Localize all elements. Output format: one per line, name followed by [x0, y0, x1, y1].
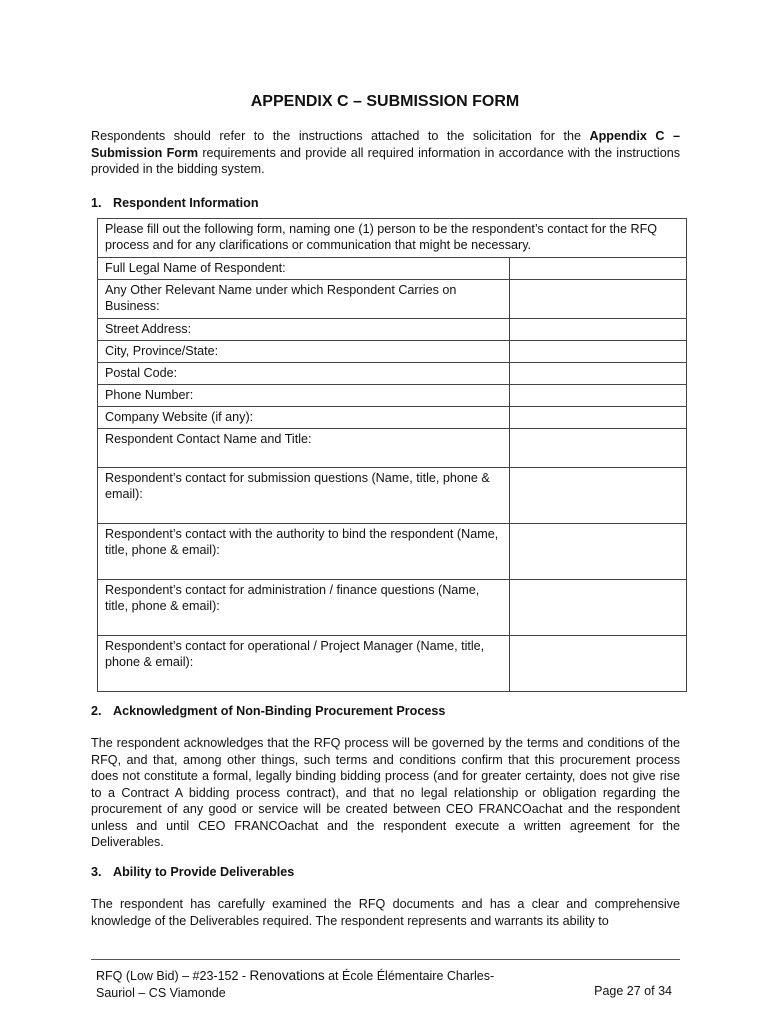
footer-school: at École Élémentaire Charles-: [324, 969, 495, 983]
operational-contact-field[interactable]: [510, 636, 687, 692]
section-2-heading: [91, 704, 445, 718]
table-row: [98, 258, 687, 280]
row-label-city: City, Province/State:: [98, 341, 510, 363]
section-3-heading: [91, 865, 294, 879]
submission-contact-field[interactable]: [510, 468, 687, 524]
footer-rfq-ref: RFQ (Low Bid) – #23-152 -: [96, 969, 250, 983]
row-label-website: Company Website (if any):: [98, 407, 510, 429]
table-instruction: Please fill out the following form, naming one (1) person to be the respondent’s contact for the RFQ process and for any clarifications or communication that might be necessary.: [98, 219, 687, 258]
other-name-field[interactable]: [510, 280, 687, 319]
section-2-paragraph: The respondent acknowledges that the RFQ process will be governed by the terms and conditions of the RFQ, and that, among other things, such terms and conditions confirm that this procurement process does not constitute a formal, legally binding bidding process (and for greater certainty, does not give rise to a Contract A bidding process contract), and that no legal relationship or obligation regarding the procurement of any good or service will be created between CEO FRANCOachat and the respondent unless and until CEO FRANCOachat and the respondent execute a written agreement for the Deliverables.: [91, 736, 680, 849]
section-1-heading: [91, 196, 259, 210]
respondent-info-table: [97, 218, 687, 692]
row-label-legal-name: Full Legal Name of Respondent:: [98, 258, 510, 280]
intro-text-1: Respondents should refer to the instructions attached to the solicitation for the: [91, 129, 590, 143]
section-3-number: 3.: [91, 865, 102, 879]
table-row: [98, 341, 687, 363]
row-label-contact-name: Respondent Contact Name and Title:: [98, 429, 510, 468]
table-row: [98, 385, 687, 407]
section-1-title: Respondent Information: [113, 196, 259, 210]
row-label-other-name: Any Other Relevant Name under which Respondent Carries on Business:: [98, 280, 510, 319]
table-row: [98, 280, 687, 319]
footer-reference: [96, 967, 494, 1002]
row-label-submission-contact: Respondent’s contact for submission questions (Name, title, phone & email):: [98, 468, 510, 524]
table-row: [98, 524, 687, 580]
website-field[interactable]: [510, 407, 687, 429]
footer-renovations: Renovations: [249, 968, 325, 983]
table-row: [98, 468, 687, 524]
row-label-street-address: Street Address:: [98, 319, 510, 341]
page-title: APPENDIX C – SUBMISSION FORM: [250, 93, 520, 110]
section-1-number: 1.: [91, 196, 102, 210]
footer-line-1: [96, 967, 494, 985]
authority-contact-field[interactable]: [510, 524, 687, 580]
section-2-title: Acknowledgment of Non-Binding Procurement Process: [113, 704, 446, 718]
city-field[interactable]: [510, 341, 687, 363]
intro-paragraph: [91, 128, 680, 178]
row-label-postal-code: Postal Code:: [98, 363, 510, 385]
footer-line-2: Sauriol – CS Viamonde: [96, 986, 226, 1000]
table-row: [98, 363, 687, 385]
footer-divider: [91, 959, 680, 960]
street-address-field[interactable]: [510, 319, 687, 341]
table-row: [98, 580, 687, 636]
section-3-paragraph: The respondent has carefully examined the RFQ documents and has a clear and comprehensive knowledge of the Deliverables required. The respondent represents and warrants its ability to: [91, 897, 680, 928]
phone-field[interactable]: [510, 385, 687, 407]
row-label-finance-contact: Respondent’s contact for administration / finance questions (Name, title, phone & email):: [98, 580, 510, 636]
row-label-phone: Phone Number:: [98, 385, 510, 407]
section-2-number: 2.: [91, 704, 102, 718]
legal-name-field[interactable]: [510, 258, 687, 280]
postal-code-field[interactable]: [510, 363, 687, 385]
table-row: [98, 636, 687, 692]
contact-name-field[interactable]: [510, 429, 687, 468]
table-row: [98, 429, 687, 468]
page-number: Page 27 of 34: [594, 984, 672, 998]
intro-text-2: requirements and provide all required information in accordance with the instructions provided in the bidding system.: [91, 145, 680, 176]
row-label-operational-contact: Respondent’s contact for operational / Project Manager (Name, title, phone & email):: [98, 636, 510, 692]
row-label-authority-contact: Respondent’s contact with the authority to bind the respondent (Name, title, phone & email):: [98, 524, 510, 580]
table-row: [98, 319, 687, 341]
intro-bold-text: Appendix C – Submission Form: [91, 129, 680, 160]
finance-contact-field[interactable]: [510, 580, 687, 636]
table-row: [98, 407, 687, 429]
table-instruction-row: [98, 219, 687, 258]
section-3-title: Ability to Provide Deliverables: [113, 865, 295, 879]
